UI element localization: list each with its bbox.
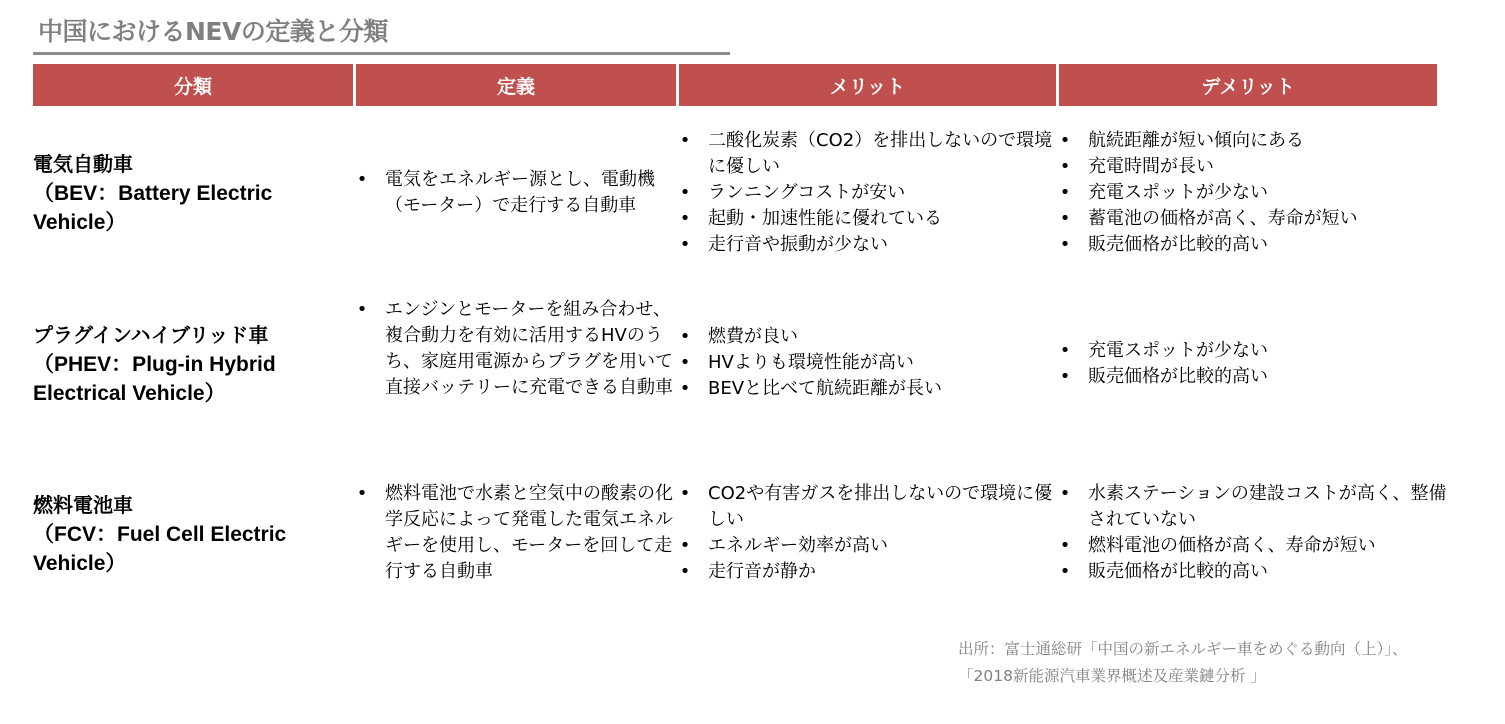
- header-merits: メリット: [679, 64, 1056, 106]
- category-name-jp: 燃料電池車: [33, 493, 133, 517]
- list-item: • 蓄電池の価格が高く、寿命が短い: [1059, 206, 1459, 232]
- header-category: 分類: [33, 64, 353, 106]
- category-name-en: （PHEV：Plug-in Hybrid: [33, 353, 276, 376]
- header-demerits: デメリット: [1059, 64, 1437, 106]
- list-item: • 走行音や振動が少ない: [679, 232, 1057, 258]
- list-item: • 航続距離が短い傾向にある: [1059, 128, 1459, 154]
- list-item: • 販売価格が比較的高い: [1059, 559, 1459, 585]
- merits-list-fcv: [679, 481, 1057, 585]
- definition-list-phev: [356, 297, 678, 401]
- demerits-list-phev: [1059, 338, 1459, 390]
- category-fcv: [33, 491, 353, 578]
- bullet: •: [679, 378, 691, 399]
- list-item: • 走行音が静か: [679, 559, 1057, 585]
- demerits-list-fcv: [1059, 481, 1459, 585]
- bullet: •: [356, 169, 368, 190]
- bullet: •: [679, 182, 691, 203]
- list-item: • 水素ステーションの建設コストが高く、整備されていない: [1059, 483, 1447, 530]
- bullet: •: [1059, 208, 1071, 229]
- demerits-list-bev: [1059, 128, 1459, 258]
- bullet: •: [1059, 340, 1071, 361]
- bullet: •: [1059, 156, 1071, 177]
- bullet: •: [1059, 182, 1071, 203]
- bullet: •: [1059, 483, 1071, 504]
- merits-list-phev: [679, 324, 1057, 402]
- bullet: •: [679, 208, 691, 229]
- bullet: •: [679, 535, 691, 556]
- bullet: •: [1059, 366, 1071, 387]
- list-item: • エネルギー効率が高い: [679, 533, 1057, 559]
- category-name-jp: プラグインハイブリッド車: [33, 323, 269, 347]
- list-item: • 燃料電池の価格が高く、寿命が短い: [1059, 533, 1459, 559]
- merits-list-bev: [679, 128, 1057, 258]
- bullet: •: [1059, 535, 1071, 556]
- list-item: • 電気をエネルギー源とし、電動機（モーター）で走行する自動車: [356, 169, 655, 216]
- list-item: • 販売価格が比較的高い: [1059, 232, 1459, 258]
- category-name-en: Vehicle）: [33, 211, 127, 234]
- definition-list-fcv: [356, 481, 678, 585]
- category-name-jp: 電気自動車: [33, 152, 133, 176]
- list-item: • 起動・加速性能に優れている: [679, 206, 1057, 232]
- bullet: •: [1059, 130, 1071, 151]
- category-phev: [33, 321, 353, 408]
- category-name-en: Vehicle）: [33, 552, 127, 575]
- bullet: •: [1059, 234, 1071, 255]
- list-item: • 充電時間が長い: [1059, 154, 1459, 180]
- source-line: 「2018新能源汽車業界概述及産業鏈分析 」: [958, 667, 1266, 685]
- header-definition: 定義: [356, 64, 676, 106]
- category-name-en: （FCV：Fuel Cell Electric: [33, 523, 287, 546]
- bullet: •: [679, 326, 691, 347]
- title-underline: [33, 52, 730, 55]
- list-item: • ランニングコストが安い: [679, 180, 1057, 206]
- category-bev: [33, 150, 353, 237]
- source-line: 出所：富士通総研「中国の新エネルギー車をめぐる動向（上）」、: [958, 640, 1408, 658]
- category-name-en: Electrical Vehicle）: [33, 382, 226, 405]
- list-item: • BEVと比べて航続距離が長い: [679, 376, 1057, 402]
- category-name-en: （BEV：Battery Electric: [33, 182, 273, 205]
- bullet: •: [1059, 561, 1071, 582]
- bullet: •: [679, 483, 691, 504]
- list-item: • 燃料電池で水素と空気中の酸素の化学反応によって発電した電気エネルギーを使用し、モーターを回して走行する自動車: [356, 483, 673, 582]
- bullet: •: [679, 234, 691, 255]
- list-item: • CO2や有害ガスを排出しないので環境に優しい: [679, 483, 1053, 530]
- bullet: •: [679, 352, 691, 373]
- list-item: • 二酸化炭素（CO2）を排出しないので環境に優しい: [679, 130, 1053, 177]
- list-item: • 充電スポットが少ない: [1059, 180, 1459, 206]
- bullet: •: [356, 483, 368, 504]
- page-title: 中国におけるNEVの定義と分類: [38, 17, 388, 46]
- bullet: •: [356, 299, 368, 320]
- list-item: • 燃費が良い: [679, 324, 1057, 350]
- definition-list-bev: [356, 167, 678, 219]
- list-item: • HVよりも環境性能が高い: [679, 350, 1057, 376]
- list-item: • 充電スポットが少ない: [1059, 338, 1459, 364]
- bullet: •: [679, 130, 691, 151]
- source-note: [958, 636, 1408, 690]
- list-item: • エンジンとモーターを組み合わせ、複合動力を有効に活用するHVのうち、家庭用電源からプラグを用いて直接バッテリーに充電できる自動車: [356, 299, 673, 398]
- bullet: •: [679, 561, 691, 582]
- list-item: • 販売価格が比較的高い: [1059, 364, 1459, 390]
